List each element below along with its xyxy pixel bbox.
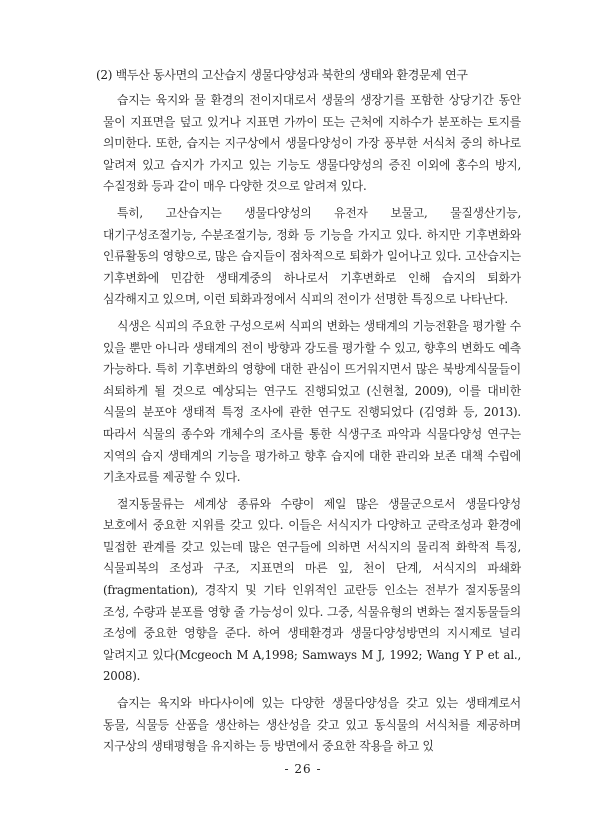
paragraph-alpine-wetland: 특히, 고산습지는 생물다양성의 유전자 보물고, 물질생산기능, 대기구성조절기능, 수분조절기능, 정화 등 기능을 가지고 있다. 하지만 기후변화와 인류활동의 영향으로, 많은 습지들이 점차적으로 퇴화가 일어나고 있다. 고산습지는 기후변화에 민감한 생태계중의 하나로서 기후변화로 인해 습지의 퇴화가 심각해지고 있으며, 이런 퇴화과정에서 식피의 전이가 선명한 특징으로 나타난다.: [103, 205, 521, 307]
paragraph-arthropods: 절지동물류는 세계상 종류와 수량이 제일 많은 생물군으로서 생물다양성 보호에서 중요한 지위를 갖고 있다. 이들은 서식지가 다양하고 군락조성과 환경에 밀접한 관계를 갖고 있는데 많은 연구들에 의하면 서식지의 물리적 화학적 특징, 식물피복의 조성과 구조, 지표면의 마른 잎, 천이 단계, 서식지의 파쇄화(fragmentation), 경작지 및 기타 인위적인 교란등 인소는 전부가 절지동물의 조성, 수량과 분포를 영향 줄 가능성이 있다. 그중, 식물유형의 변화는 절지동물들의 조성에 중요한 영향을 준다. 하여 생태환경과 생물다양성방면의 지시제로 널리 알려지고 있다(Mcgeoch M A,1998; Samways M J, 1992; Wang Y P et al., 2008).: [103, 496, 521, 684]
paragraph-vegetation: 식생은 식피의 주요한 구성으로써 식피의 변화는 생태계의 기능전환을 평가할 수 있을 뿐만 아니라 생태계의 전이 방향과 강도를 평가할 수 있고, 향후의 변화도 예측 가능하다. 특히 기후변화의 영향에 대한 관심이 뜨거워지면서 많은 북방계식물들이 쇠퇴하게 될 것으로 예상되는 연구도 진행되었고 (신현철, 2009), 이를 대비한 식물의 분포야 생태적 특정 조사에 관한 연구도 진행되었다 (김영화 등, 2013). 따라서 식물의 종수와 개체수의 조사를 통한 식생구조 파악과 식물다양성 연구는 지역의 습지 생태계의 기능을 평가하고 향후 습지에 대한 관리와 보존 대책 수립에 기초자료를 제공할 수 있다.: [103, 318, 521, 485]
paragraph-wetland-definition: 습지는 육지와 물 환경의 전이지대로서 생물의 생장기를 포함한 상당기간 동안 물이 지표면을 덮고 있거나 지표면 가까이 또는 근처에 지하수가 분포하는 토지를 의미한다. 또한, 습지는 지구상에서 생물다양성이 가장 풍부한 서식처 중의 하나로 알려져 있고 습지가 가지고 있는 기능도 생물다양성의 증진 이외에 홍수의 방지, 수질정화 등과 같이 매우 다양한 것으로 알려져 있다.: [103, 93, 521, 194]
page-number: - 26 -: [284, 762, 322, 776]
section-heading: (2) 백두산 동사면의 고산습지 생물다양성과 북한의 생태와 환경문제 연구: [96, 68, 468, 82]
paragraph-wetland-ecosystem: 습지는 육지와 바다사이에 있는 다양한 생물다양성을 갖고 있는 생태계로서 동물, 식물등 산품을 생산하는 생산성을 갖고 있고 동식물의 서식처를 제공하며 지구상의 생태평형을 유지하는 등 방면에서 중요한 작용을 하고 있: [103, 696, 521, 754]
body-text: [103, 90, 521, 763]
